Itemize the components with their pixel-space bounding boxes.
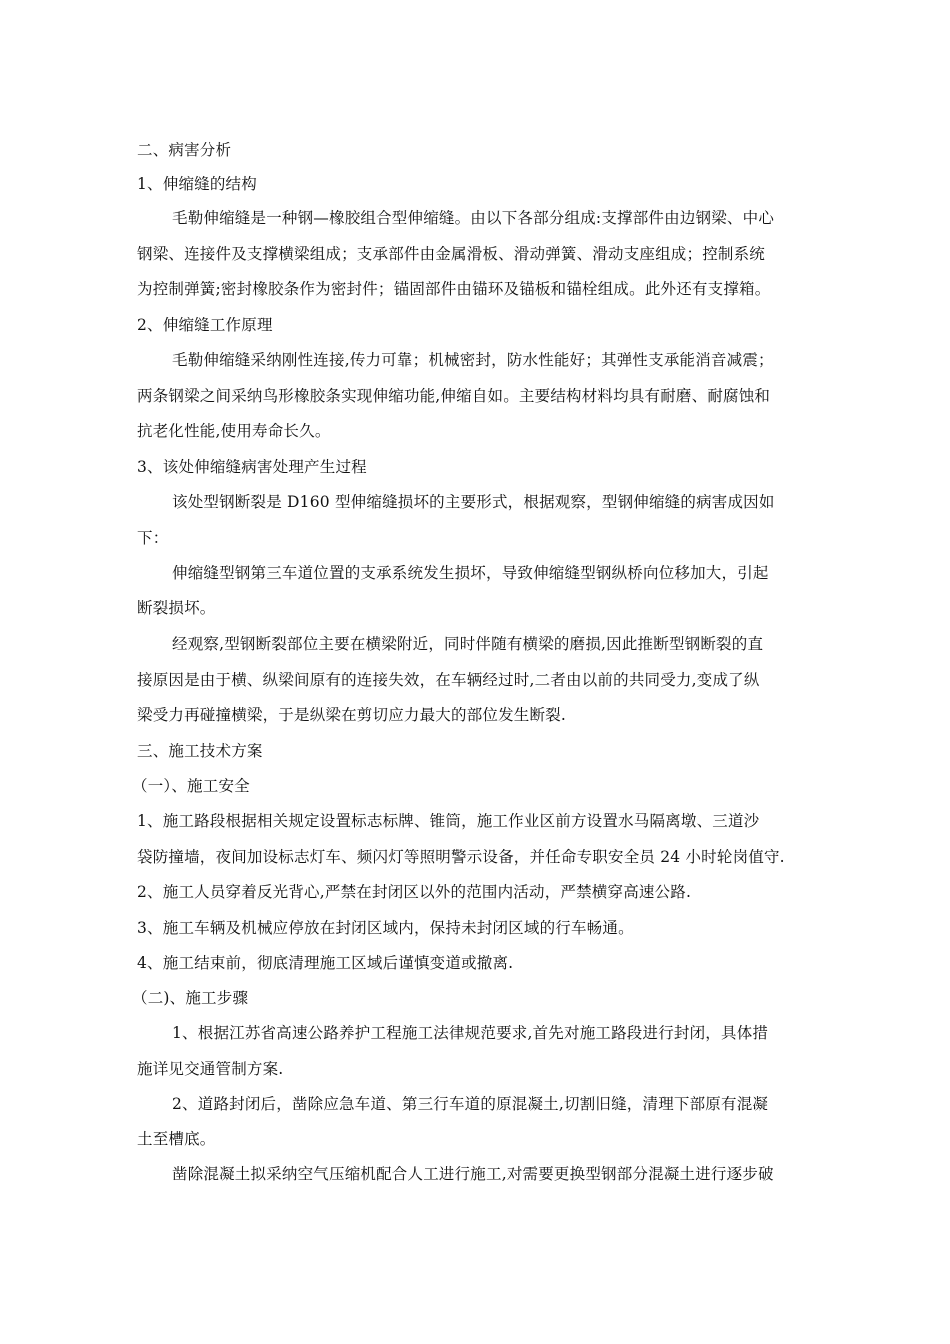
paragraph-line: 为控制弹簧;密封橡胶条作为密封件；锚固部件由锚环及锚板和锚栓组成。此外还有支撑箱。 [137,280,771,298]
paragraph-line: 伸缩缝型钢第三车道位置的支承系统发生损坏，导致伸缩缝型钢纵桥向位移加大，引起 [172,564,769,582]
paragraph-line: 钢梁、连接件及支撑横梁组成；支承部件由金属滑板、滑动弹簧、滑动支座组成；控制系统 [137,245,766,263]
section-heading-disease-analysis: 二、病害分析 [137,141,232,159]
paragraph-line: 断裂损坏。 [137,599,216,617]
paragraph-line: 1、根据江苏省高速公路养护工程施工法律规范要求,首先对施工路段进行封闭，具体措 [172,1024,769,1042]
paragraph-line: 该处型钢断裂是 D160 型伸缩缝损坏的主要形式，根据观察，型钢伸缩缝的病害成因如 [172,493,775,511]
paragraph-line: 梁受力再碰撞横梁，于是纵梁在剪切应力最大的部位发生断裂. [137,706,567,724]
subheading-disease-process: 3、该处伸缩缝病害处理产生过程 [137,458,367,476]
paragraph-line: 凿除混凝土拟采纳空气压缩机配合人工进行施工,对需要更换型钢部分混凝土进行逐步破 [172,1165,774,1183]
paragraph-line: 接原因是由于横、纵梁间原有的连接失效，在车辆经过时,二者由以前的共同受力,变成了纵 [137,671,760,689]
subheading-construction-steps: （二)、施工步骤 [132,989,249,1007]
paragraph-line: 经观察,型钢断裂部位主要在横梁附近，同时伴随有横梁的磨损,因此推断型钢断裂的直 [172,635,764,653]
paragraph-line: 土至槽底。 [137,1130,216,1148]
paragraph-line: 2、道路封闭后，凿除应急车道、第三行车道的原混凝土,切割旧缝，清理下部原有混凝 [172,1095,769,1113]
list-item: 1、施工路段根据相关规定设置标志标牌、锥筒，施工作业区前方设置水马隔离墩、三道沙 [137,812,760,830]
subheading-working-principle: 2、伸缩缝工作原理 [137,316,273,334]
paragraph-line: 下： [137,529,169,547]
section-heading-construction-plan: 三、施工技术方案 [137,742,263,760]
paragraph-line: 毛勒伸缩缝采纳刚性连接,传力可靠；机械密封，防水性能好；其弹性支承能消音减震； [172,351,774,369]
list-item: 2、施工人员穿着反光背心,严禁在封闭区以外的范围内活动，严禁横穿高速公路. [137,883,692,901]
list-item: 4、施工结束前，彻底清理施工区域后谨慎变道或撤离. [137,954,514,972]
paragraph-line: 抗老化性能,使用寿命长久。 [137,422,331,440]
subheading-joint-structure: 1、伸缩缝的结构 [137,175,257,193]
paragraph-line: 两条钢梁之间采纳鸟形橡胶条实现伸缩功能,伸缩自如。主要结构材料均具有耐磨、耐腐蚀和 [137,387,771,405]
paragraph-line: 施详见交通管制方案. [137,1060,284,1078]
list-item-continued: 袋防撞墙，夜间加设标志灯车、频闪灯等照明警示设备，并任命专职安全员 24 小时轮岗值守. [137,848,785,866]
list-item: 3、施工车辆及机械应停放在封闭区域内，保持未封闭区域的行车畅通。 [137,919,634,937]
subheading-construction-safety: （一）、施工安全 [132,777,250,795]
paragraph-line: 毛勒伸缩缝是一种钢—橡胶组合型伸缩缝。由以下各部分组成:支撑部件由边钢梁、中心 [172,209,775,227]
